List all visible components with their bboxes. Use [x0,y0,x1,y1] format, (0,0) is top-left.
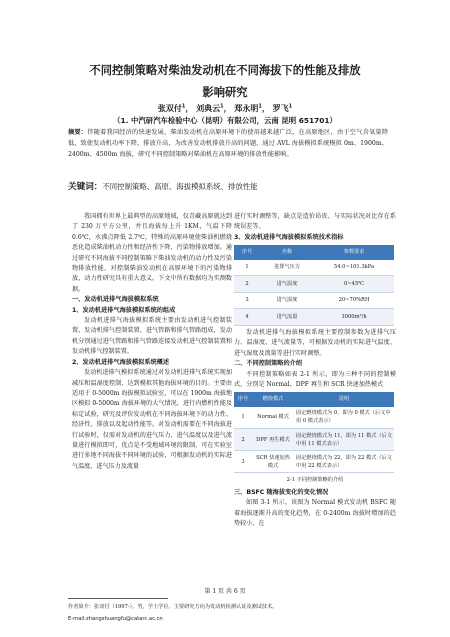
table-cell: 3 [234,292,260,309]
author-affil-mark: 1 [181,103,186,110]
table-cell: 固定燃烧模式为 0，即为 0 模式（后文中用 0 模式表示） [294,407,394,429]
table-header-cell: 名称 [260,245,314,259]
keywords-label: 关键词： [68,182,103,192]
section-heading-2: 二、不同控制策略的介绍 [234,360,303,368]
author-affil-mark: 1 [220,103,224,110]
footnote-divider [68,598,168,599]
table-cell: 3000m³/h [314,309,394,326]
page-number: 第 1 页 共 6 页 [204,588,246,595]
table-header-cell: 说明 [294,392,394,406]
author-affil-mark: 1 [288,103,293,110]
table-cell: SCR 快速加热模式 [252,451,294,473]
paragraph-continued: 进行实时调整等，缺点是造价昂贵、与实际状况对比存在系统误差等。 [234,213,396,231]
paragraph-1-1: 发动机进排气海拔模拟系统主要由发动机进气控制装置、发动机排气控制装置、进气管路和排气管路组成，发动机分别通过进气管路和排气管路连接发动机进气控制装置和发动机排气控制装置。 [72,317,232,356]
table-row [234,407,394,429]
paragraph-after-table-1: 发动机进排气海拔模拟系统主要控制参数为进排气压力、温湿度、进气流量等，可根据发动机的实际进气温度、进气湿度及流量等进行实时调整。 [234,329,396,357]
paragraph-1-2: 发动机进排气模拟系统通过对发动机进排气系统实现加减压和温湿度控制，达到模拟其他海拔环境的目的。主要由适用于 0-5000m 海拔模拟试验室，可以在 1900m 海拔地区模拟 0-5000m 海拔环境的大气情况，进行内燃机性能及标定试验，研究及评价发动机在不同海拔环境下的动力性、经济性、排放以及起动性能等。对发动机需要在不同海拔进行试验时，仅需对发动机的进气压力、进气温度以及进气流量进行模拟即可，优点是不受地域环境的限制，可在实验室进行多地不同海拔不同环境的试验，可根据发动机的实际进气温度、进气压力及流量 [72,369,232,470]
table-cell: 进排气压力 [260,260,314,276]
table-cell: 0~45℃ [314,276,394,293]
section-heading-1: 一、发动机进排气海拔模拟系统 [72,296,159,304]
spec-table [234,245,394,326]
keywords [68,180,398,192]
table-header-cell: 序号 [234,392,252,406]
subsection-heading-1-1: 1、发动机进排气海拔模拟系统的组成 [72,306,176,314]
section-heading-3: 三、BSFC 随海拔变化的变化情况 [234,488,329,496]
keywords-text: 不同控制策略、高原、海拔模拟系统、排放性能 [102,182,258,191]
table-row [234,276,394,293]
table-cell: 2 [234,276,260,293]
subsection-heading-1-2: 2、发动机进排气海拔模拟系统概述 [72,358,170,366]
table-cell: 固定燃烧模式为 11，即为 11 模式（后文中用 11 模式表示） [294,429,394,451]
table-cell: 54.0~101.3kPa [314,260,394,276]
table-row [234,292,394,309]
author-name: 刘典云 [196,104,221,113]
right-column [234,212,396,529]
affiliation: （1. 中汽研汽车检验中心（昆明）有限公司，云南 昆明 651701） [113,116,337,125]
author-name: 张双付 [157,104,182,113]
table-caption: 2-1 不同控制策略的介绍 [286,477,344,484]
table-cell: 1 [234,260,260,276]
paragraph-2: 不同控制策略如表 2-1 所示，即为三种不同的控制模式，分别是 Normal、DPF 再生和 SCR 快速加热模式 [234,370,396,389]
table-cell: DPF 再生模式 [252,429,294,451]
table-cell: 固定燃烧模式为 22，即为 22 模式（后文中用 22 模式表示） [294,451,394,473]
table-row [234,429,394,451]
author-name: 郑永明 [234,104,259,113]
table-cell: 1 [234,407,252,429]
table-cell: 2 [234,429,252,451]
abstract-text: 伴随着我国经济的快速发展，柴油发动机在高原环境下的使用越来越广泛，在高原地区，由于空气含氧量降低，致使发动机功率下降，排放升高，为改善发动机排放升高的问题，通过 AVL 海拔模拟系统模拟 0m、1900m、2400m、4500m 海拔，研究不同控制策略对柴油机在高原环境的排放性能影响。 [68,129,389,158]
table-header-cell: 燃烧模式 [252,392,294,406]
table-header-cell: 序号 [234,245,260,259]
abstract-label: 摘要： [68,129,88,136]
paper-title [40,60,410,104]
left-column [72,212,232,472]
author-name: 罗飞 [272,104,289,113]
table-row [234,309,394,326]
abstract [68,128,388,160]
table-cell: 4 [234,309,260,326]
author-affil-mark: 1 [258,103,262,110]
table-cell: 进气温度 [260,276,314,293]
table-header-row [234,245,394,259]
subsection-heading-1-3: 3、发动机进排气海拔模拟系统技术指标 [234,233,344,241]
table-row [234,260,394,276]
author-note: 作者简介：张双付（1997-），男，学士学位，主要研究方向为发动机检测认证及测试技术。 [68,604,278,610]
table-header-cell: 参数要求 [314,245,394,259]
footnote [68,601,408,625]
author-list: 张双付$^1$， 刘典云$^1$， 郑永明$^1$， 罗飞$^1$ [157,103,293,113]
table-cell: Normal 模式 [252,407,294,429]
author-email: E-mail:zhangshuangfu@catarc.ac.cn [68,616,163,622]
strategy-table [234,392,394,473]
table-cell: 进气湿度 [260,292,314,309]
paragraph-3: 如图 3-1 所示，该图为 Normal 模式发动机 BSFC 随着海拔逐渐升高的变化趋势，在 0-2400m 海拔时增加的趋势较小，在 [234,499,396,528]
intro-paragraph: 我国拥有世界上最典型的高原地域，仅青藏高原就达到了 230 万平方公里，并且海拔每上升 1KM，气温下降 0.6℃，水沸点降低 2.7℃，特殊的高原环境使柴油机燃烧恶化造成柴油机动力性和经济性下降，污染物排放增加。通过研究不同海拔不同控制策略下柴油发动机的动力性及污染物排放性能，对控制柴油发动机在高原环境下的污染物排放、动力性研究具有重大意义。下文中所有数据均为实测数据。 [72,213,232,293]
table-cell: 3 [234,451,252,473]
table-row [234,451,394,473]
table-cell: 20~70%RH [314,292,394,309]
title-line-1: 不同控制策略对柴油发动机在不同海拔下的性能及排放 [89,64,361,77]
table-header-row [234,392,394,406]
table-cell: 进气流量 [260,309,314,326]
title-line-2: 影响研究 [202,86,248,99]
